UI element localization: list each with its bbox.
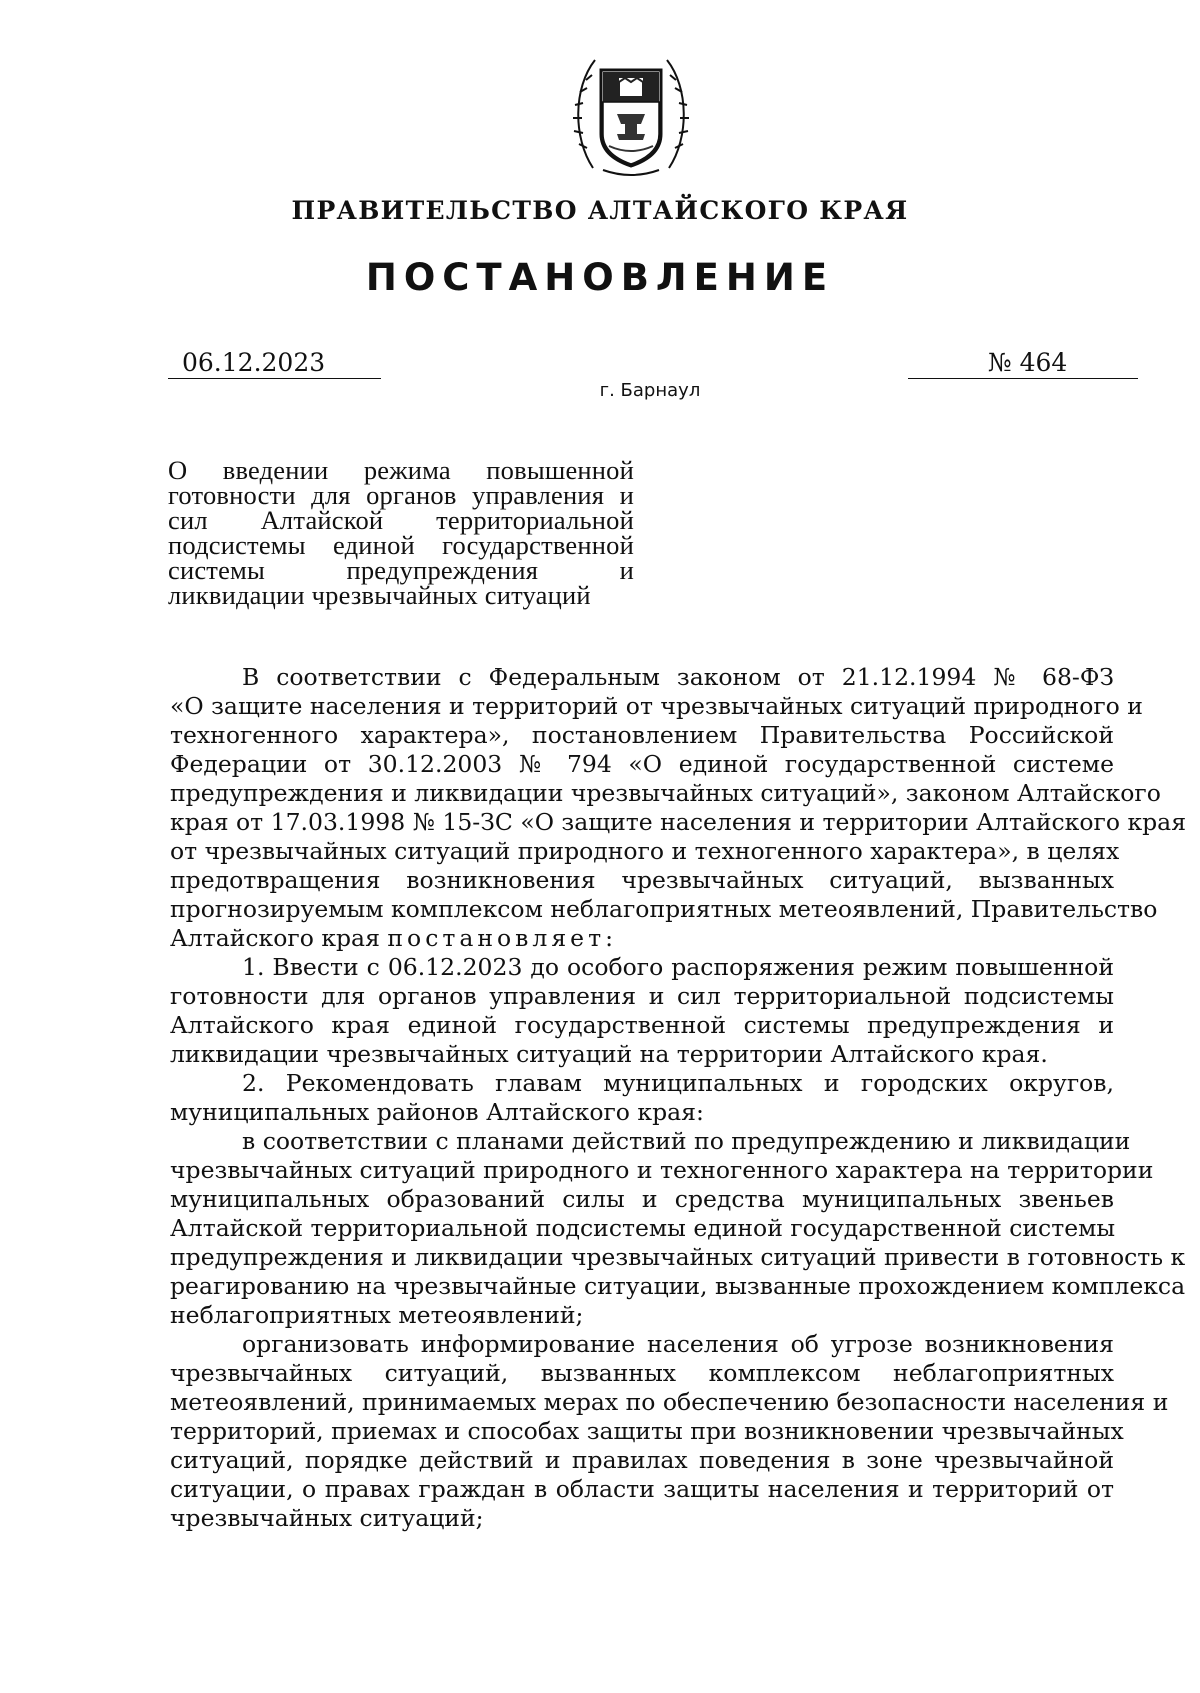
subject-line: готовности для органов управления и xyxy=(168,480,634,510)
body-line: 2. Рекомендовать главам муниципальных и городских округов, xyxy=(242,1069,1114,1097)
body-line: предупреждения и ликвидации чрезвычайных ситуаций привести в готовность к xyxy=(170,1243,1186,1271)
body-line: В соответствии с Федеральным законом от 21.12.1994 № 68-ФЗ xyxy=(242,663,1114,691)
body-line: территорий, приемах и способах защиты при возникновении чрезвычайных xyxy=(170,1417,1124,1445)
body-line-text: Алтайского края xyxy=(170,924,380,952)
body-line: 1. Ввести с 06.12.2023 до особого распоряжения режим повышенной xyxy=(242,953,1114,981)
document-date: 06.12.2023 xyxy=(168,348,381,379)
body-line: чрезвычайных ситуаций; xyxy=(170,1504,484,1532)
body-line: Алтайского края единой государственной системы предупреждения и xyxy=(170,1011,1114,1039)
body-line: предупреждения и ликвидации чрезвычайных ситуаций», законом Алтайского xyxy=(170,779,1161,807)
body-line: ликвидации чрезвычайных ситуаций на территории Алтайского края. xyxy=(170,1040,1048,1068)
body-line: организовать информирование населения об угрозе возникновения xyxy=(242,1330,1114,1358)
body-line: муниципальных районов Алтайского края: xyxy=(170,1098,704,1126)
document-subject xyxy=(168,455,634,610)
document-type-heading: ПОСТАНОВЛЕНИЕ xyxy=(365,256,835,299)
body-line: неблагоприятных метеоявлений; xyxy=(170,1301,584,1329)
body-line: в соответствии с планами действий по предупреждению и ликвидации xyxy=(242,1127,1131,1155)
document-city: г. Барнаул xyxy=(599,380,701,401)
document-body xyxy=(170,663,1187,1533)
body-line: предотвращения возникновения чрезвычайных ситуаций, вызванных xyxy=(170,866,1114,894)
subject-line: системы предупреждения и xyxy=(168,555,634,585)
document-number: № 464 xyxy=(908,348,1138,379)
subject-line: подсистемы единой государственной xyxy=(168,530,634,560)
body-line: реагированию на чрезвычайные ситуации, вызванные прохождением комплекса xyxy=(170,1272,1186,1300)
body-line: от чрезвычайных ситуаций природного и техногенного характера», в целях xyxy=(170,837,1120,865)
decree-word: постановляет: xyxy=(387,924,617,952)
body-line: чрезвычайных ситуаций природного и техногенного характера на территории xyxy=(170,1156,1154,1184)
body-line: Алтайской территориальной подсистемы единой государственной системы xyxy=(170,1214,1116,1242)
body-line: чрезвычайных ситуаций, вызванных комплексом неблагоприятных xyxy=(170,1359,1114,1387)
coat-of-arms-emblem xyxy=(573,48,689,180)
subject-line: сил Алтайской территориальной xyxy=(168,505,634,535)
body-line: ситуаций, порядке действий и правилах поведения в зоне чрезвычайной xyxy=(170,1446,1114,1474)
body-line: «О защите населения и территорий от чрезвычайных ситуаций природного и xyxy=(170,692,1143,720)
body-line: готовности для органов управления и сил территориальной подсистемы xyxy=(170,982,1114,1010)
body-line: Федерации от 30.12.2003 № 794 «О единой государственной системе xyxy=(170,750,1114,778)
organization-title: ПРАВИТЕЛЬСТВО АЛТАЙСКОГО КРАЯ xyxy=(291,196,909,225)
body-line: муниципальных образований силы и средства муниципальных звеньев xyxy=(170,1185,1114,1213)
body-line: прогнозируемым комплексом неблагоприятных метеоявлений, Правительство xyxy=(170,895,1158,923)
body-line: края от 17.03.1998 № 15-ЗС «О защите населения и территории Алтайского края xyxy=(170,808,1187,836)
body-line: ситуации, о правах граждан в области защиты населения и территорий от xyxy=(170,1475,1114,1503)
body-line: метеоявлений, принимаемых мерах по обеспечению безопасности населения и xyxy=(170,1388,1169,1416)
body-line xyxy=(170,924,1114,953)
subject-line: О введении режима повышенной xyxy=(168,455,634,485)
subject-line: ликвидации чрезвычайных ситуаций xyxy=(168,580,591,610)
body-line: техногенного характера», постановлением Правительства Российской xyxy=(170,721,1114,749)
